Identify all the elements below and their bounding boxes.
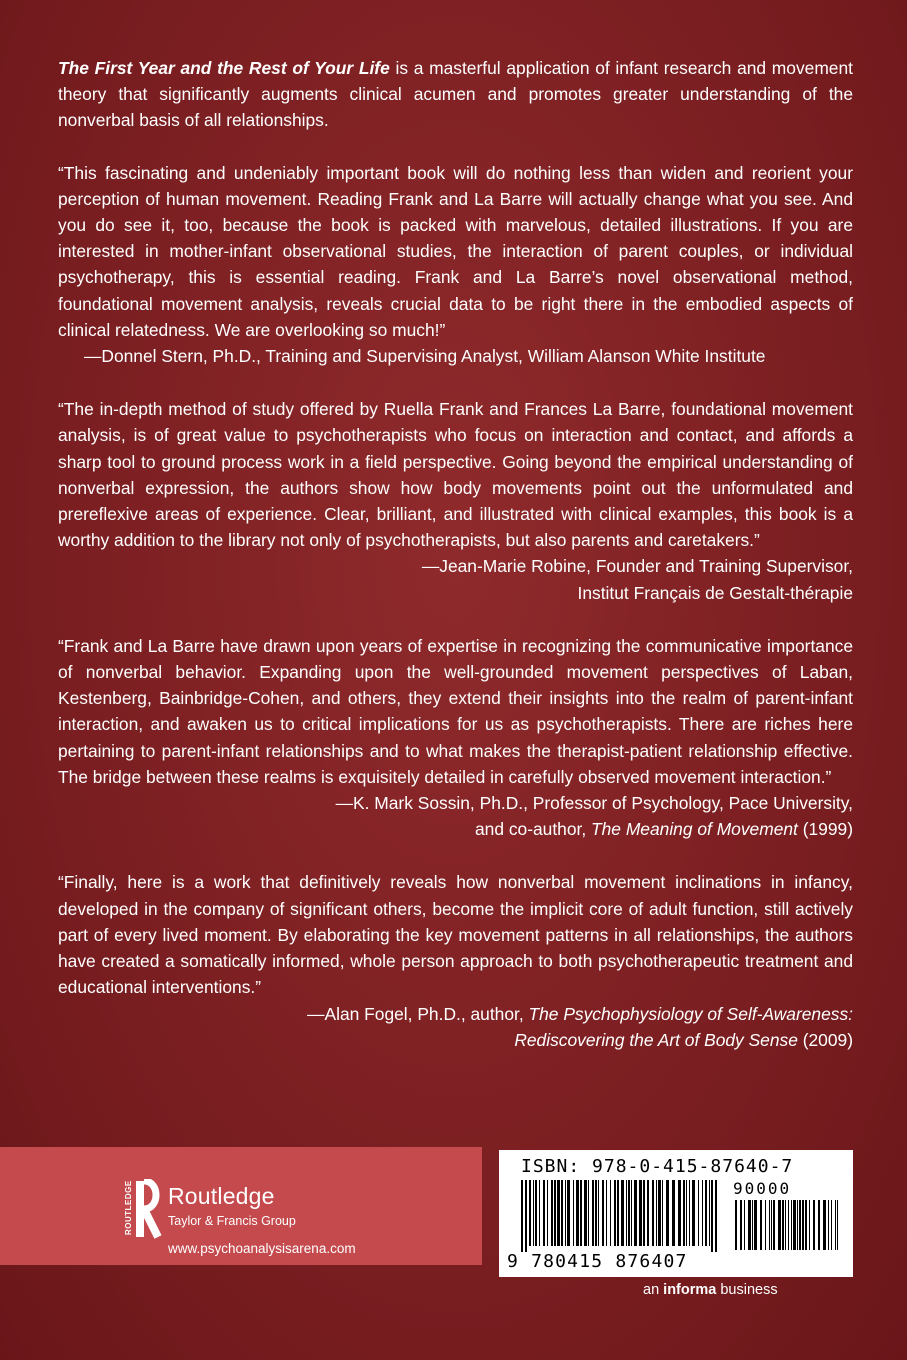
cover-copy	[58, 55, 853, 1080]
attribution-year: (1999)	[797, 819, 853, 840]
attribution-book-subtitle: Rediscovering the Art of Body Sense	[514, 1029, 798, 1050]
attribution-line	[58, 816, 853, 842]
attribution-book-title: The Meaning of Movement	[591, 819, 798, 840]
informa-brand: informa	[663, 1282, 717, 1298]
endorsement-quote: “The in-depth method of study offered by Ruella Frank and Frances La Barre, foundational movement analysis, is of great value to psychotherapists who focus on interaction and contact, and affords a sharp tool to ground process work in a field perspective. Going beyond the empirical understanding of nonverbal expression, the authors show how body movements point out the unformulated and prereflexive areas of experience. Clear, brilliant, and illustrated with clinical examples, this book is a worthy addition to the library not only of psychotherapists, but also parents and caretakers.”	[58, 399, 853, 551]
attribution-line: —K. Mark Sossin, Ph.D., Professor of Psychology, Pace University,	[335, 793, 853, 814]
barcode-ean-number: 9 780415 876407	[507, 1251, 688, 1272]
attribution-line: —Jean-Marie Robine, Founder and Training Supervisor,	[421, 556, 853, 577]
attribution-line	[58, 1001, 853, 1027]
endorsement-attribution: —Donnel Stern, Ph.D., Training and Supervising Analyst, William Alanson White Institute	[84, 346, 766, 367]
endorsement-fogel	[58, 869, 853, 1052]
endorsement-stern	[58, 160, 853, 370]
endorsement-attribution	[58, 1001, 853, 1053]
informa-prefix: an	[643, 1282, 664, 1298]
attribution-line: Institut Français de Gestalt-thérapie	[577, 582, 853, 603]
publisher-side-text: ROUTLEDGE	[124, 1180, 133, 1235]
blurb-paragraph	[58, 55, 853, 134]
barcode-box	[499, 1150, 853, 1277]
attribution-line	[58, 1027, 853, 1053]
publisher-url: www.psychoanalysisarena.com	[168, 1241, 356, 1256]
endorsement-attribution	[58, 553, 853, 605]
publisher-group: Taylor & Francis Group	[168, 1214, 296, 1228]
attribution-prefix: —Alan Fogel, Ph.D., author,	[307, 1003, 529, 1024]
publisher-band	[0, 1147, 482, 1265]
attribution-book-title: The Psychophysiology of Self-Awareness:	[528, 1003, 853, 1024]
endorsement-robine	[58, 396, 853, 606]
informa-suffix: business	[716, 1282, 778, 1298]
attribution-year: (2009)	[797, 1029, 853, 1050]
book-title: The First Year and the Rest of Your Life	[58, 58, 390, 78]
endorsement-quote: “Finally, here is a work that definitively reveals how nonverbal movement inclinations in infancy, developed in the company of significant others, become the implicit core of adult function, still actively part of every lived moment. By elaborating the key movement patterns in all relationships, the authors have created a somatically informed, whole person approach to both psychotherapeutic treatment and educational interventions.”	[58, 872, 853, 998]
informa-tagline	[643, 1282, 778, 1298]
endorsement-quote: “This fascinating and undeniably important book will do nothing less than widen and reorient your perception of human movement. Reading Frank and La Barre will actually change what you see. And you do see it, too, because the book is packed with marvelous, detailed illustrations. If you are interested in mother-infant observational studies, the interaction of parent couples, or individual psychotherapy, this is essential reading. Frank and La Barre’s novel observational method, foundational movement analysis, reveals crucial data to be right there in the embodied aspects of clinical relatedness. We are overlooking so much!”	[58, 162, 853, 340]
barcode-addon-number: 90000	[733, 1179, 792, 1198]
endorsement-attribution	[58, 790, 853, 842]
publisher-name: Routledge	[168, 1183, 275, 1209]
blurb-text: is a masterful application of infant research and movement theory that significantly augments clinical acumen and promotes greater understanding of the nonverbal basis of all relationships.	[58, 58, 853, 131]
endorsement-sossin	[58, 633, 853, 843]
endorsement-quote: “Frank and La Barre have drawn upon years of expertise in recognizing the communicative importance of nonverbal behavior. Expanding upon the well-grounded movement perspectives of Laban, Kestenberg, Bainbridge-Cohen, and others, they extend their insights into the realm of parent-infant interaction, and awaken us to critical implications for us as psychotherapists. There are riches here pertaining to parent-infant relationships and to what makes the therapist-patient relationship effective. The bridge between these realms is exquisitely detailed in carefully observed movement interaction.”	[58, 635, 853, 787]
attribution-prefix: and co-author,	[474, 819, 592, 840]
isbn-label: ISBN: 978-0-415-87640-7	[521, 1156, 794, 1177]
